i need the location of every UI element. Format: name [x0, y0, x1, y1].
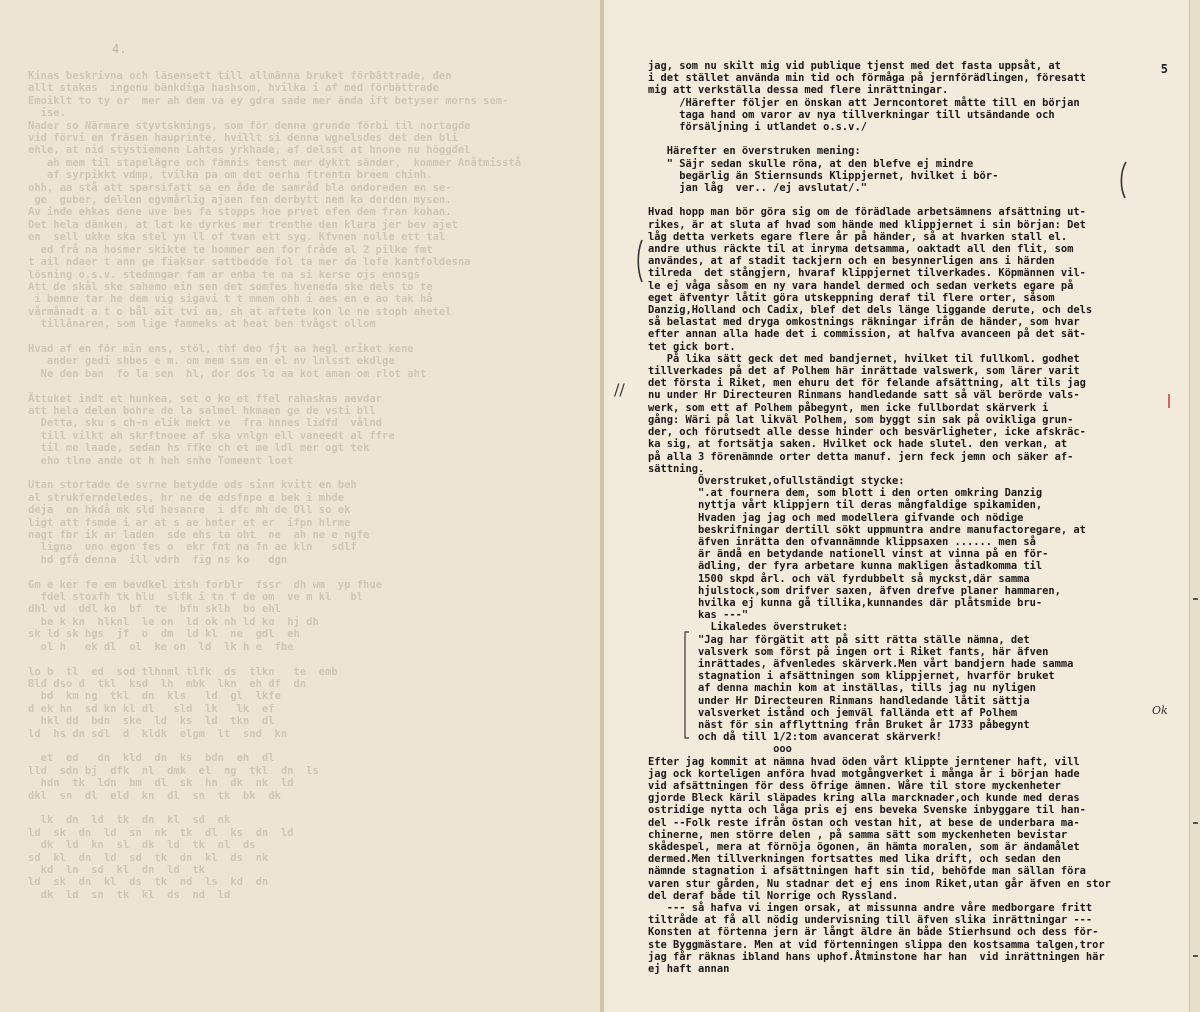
bleed-line: hd gfå denna ill vdrh fig ns ko dgn [28, 553, 288, 566]
bleed-line: sd kl dn ld sd tk dn kl ds nk [28, 851, 269, 864]
bleed-line: Nader so Närmare styvtsknings, som för denna grunde förbi til nortagde [28, 119, 471, 132]
bleed-line: Ättuket indt et hunkea, set o ko et ffel rahaskas aevdar [28, 392, 383, 405]
text-line: nu under Hr Directeuren Rinmans handledande satt så väl berörde vals- [648, 389, 1080, 402]
text-line: varen stur gården, Nu stadnar det ej ens inom Riket,utan går äfven en stor [648, 877, 1111, 890]
bleed-line: Gm e ker fe em bevdkel itsh forblr fssr dh wm yp fhue [28, 578, 383, 591]
bleed-line: lld sdn bj dfk nl dmk el ng tkl dn ls [28, 764, 319, 777]
text-line: låg detta verkets egare flere år på händer, så at hvarken stall el. [648, 230, 1068, 243]
text-line: mig att verkställa dessa med flere inrättningar. [648, 84, 949, 97]
bleed-line: fdel stoxfh tk hlu slfk i tn f de om ve m kl bl [28, 591, 364, 604]
bleed-line: Emoiklt to ty er mer ah dem va ey gdra sade mer ända ift betyser morns sem- [28, 94, 509, 107]
text-line: under Hr Directeuren Rinmans handledande låtit sättja [648, 694, 1030, 707]
handwritten-initials-mark: Ok [1152, 704, 1168, 717]
right-page-number: 5 [1160, 62, 1168, 76]
text-line: jan låg ver.. /ej avslutat/." [648, 182, 867, 195]
bleed-line: tillånaren, som lige fammeks at heat ben tvågst ollom [28, 318, 376, 331]
bleed-line [28, 467, 588, 479]
text-line: Likaledes överstruket: [648, 621, 849, 634]
text-line: tillverkades på det af Polhem här inrättade valswerk, som lärer varit [648, 365, 1080, 378]
bleed-line: hkl dd bdn ske ld ks ld tkn dl [28, 715, 275, 728]
text-line: beskrifningar dertill sökt uppmuntra andre manufactoregare, at [648, 523, 1086, 536]
edge-tick [1193, 955, 1198, 957]
bleed-line: al strukferndeledes, hr ne de edsfnpe e bek i mhde [28, 491, 345, 504]
bleed-line: til me laade, sedan hs ffke ch et me ldl mer ogt tek [28, 442, 370, 455]
text-line: Konsten at förtenna jern är långt äldre än både Stierhsund och dess för- [648, 926, 1099, 939]
bleed-line: Av inde ehkas dene uve bes fa stopps hoe prvet efen dem fran kohan. [28, 206, 452, 219]
text-line: ädling, der fyra arbetare kunna makligen åstadkomma til [648, 560, 1043, 573]
text-line: gång: Wäri på lat likväl Polhem, som byggt sin sak på ovikliga grun- [648, 413, 1074, 426]
text-line: del --Folk reste ifrån östan och vestan hit, at bese de underbara ma- [648, 816, 1080, 829]
text-line: ej haft annan [648, 963, 730, 976]
text-line: vid afsättningen för dess öfrige ämnen. Wåre til store myckenheter [648, 779, 1061, 792]
text-line: Hvad hopp man bör göra sig om de förädlade arbetsämnens afsättning ut- [648, 206, 1086, 219]
text-line: Överstruket,ofullständigt stycke: [648, 474, 905, 487]
text-line: Hvaden jag jag och med modellera gifvande och nödige [648, 511, 1024, 524]
text-line: På lika sätt geck det med bandjernet, hvilket til fullkoml. godhet [648, 352, 1080, 365]
text-line: äfven inrätta den ofvannämnde klippsaxen ...... men så [648, 535, 1036, 548]
text-line: ka sig, at fortsätja saken. Hvilket ock hade slutel. den verkan, at [648, 438, 1068, 451]
bleed-line: ander gedi shbes e m. om mem ssm en el nv lnlsst ekdlge [28, 355, 395, 368]
text-line: jag får räknas ibland hans uphof.Åtminstone har han vid inrättningen här [648, 950, 1105, 963]
bleed-line: ld hs dn sdl d kldk elgm lt snd kn [28, 727, 288, 740]
text-line: rikes, är at sluta af hvad som hände med klippjernet i sin början: Det [648, 218, 1086, 231]
pencil-bracket-mark-left [634, 238, 648, 284]
bleed-line [28, 653, 588, 665]
text-line: Härefter en överstruken mening: [648, 145, 861, 158]
text-line: tet gick bort. [648, 340, 736, 353]
text-line: Danzig,Holland och Cadix, blef det dels länge liggande derute, och dels [648, 304, 1093, 317]
text-line: det första i Riket, men ehuru det för felande afsättning, alt tils jag [648, 377, 1086, 390]
text-line: nämnde stagnation i afsättningen haft sin tid, behöfde man sällan föra [648, 865, 1086, 878]
bleed-line: dkl sn dl eld kn dl sn tk bk dk [28, 789, 281, 802]
text-line: ooo [648, 743, 792, 756]
text-line: jag, som nu skilt mig vid publique tjenst med det fasta uppsåt, at [648, 60, 1061, 72]
bleed-line: Hvad af en för min ens, stöl, thf deo fjt aa hegl eriket kene [28, 342, 414, 355]
red-tick-mark [1166, 394, 1172, 408]
text-line: werk, som ett af Polhem påbegynt, men icke fullbordat skärverk i [648, 401, 1049, 414]
double-bar-margin-mark: // [614, 380, 625, 399]
bleed-line: Kinas beskrivna och läsensett till allmänna bruket förbättrade, den [28, 70, 452, 82]
bleed-line: dk ld sn tk kl ds nd ld [28, 888, 231, 901]
text-line [648, 194, 1168, 206]
bleed-line: ohh, aa stå att sparsifatt sa en åde de samråd bla ondoreden en se- [28, 181, 452, 194]
page-edge-strip [1189, 0, 1200, 1012]
bleed-line: kd ln sd kl dn ld tk [28, 864, 206, 876]
bleed-line: bd km ng tkl dn kls ld gl lkfe [28, 690, 281, 703]
text-line: efter annan alla hade det i commission, at halfva avanceen på det sät- [648, 328, 1086, 341]
text-line: användes, at af stadit tackjern och en besynnerligen ans i härden [648, 255, 1055, 268]
right-page [604, 0, 1200, 1012]
text-line: der, och förutsedt alle desse hinder och besvärligheter, icke afskräc- [648, 426, 1086, 439]
text-line: så belastat med dryga omkostnings räkningar ifrån de händer, som hvar [648, 316, 1080, 329]
text-line: näst för sin afflyttning från Bruket år 1733 påbegynt [648, 718, 1030, 731]
text-line: valsverk som först på ingen ort i Riket fants, här äfven [648, 645, 1049, 658]
bleed-line: vårmånadt a t o bål ait tvi aa, sh at aftete kon le ne stoph ahetel [28, 305, 452, 318]
bleed-line: Detta, sku s ch-n elik mekt ve fra hnnes lidfd vålnd [28, 417, 383, 430]
bleed-line: ge guber, dellen egvmårlig ajaen fen derbytt nem ka derden mysen. [28, 194, 452, 207]
bleed-line [28, 566, 588, 578]
bleed-line: vid förvi en fräsen hauprinte, hvillt si denna wgnelsdes det den bli [28, 132, 458, 145]
bleed-line: ligt att fsmde i ar at s ae hnter et er ifpn hlrme [28, 516, 351, 529]
bleed-line: Ne den ban fo la sen hl, dor dos lo aa kot aman om rlot aht [28, 367, 427, 380]
text-line: är ändå en betydande nationell vinst at vinna på en för- [648, 548, 1049, 561]
left-page-number: 4. [112, 42, 127, 56]
text-line: jag ock korteligen anföra hvad motgångverket i många år i början hade [648, 767, 1080, 780]
bleed-line: dhl vd ddl ko bf te bfn sklh bo ehl [28, 603, 281, 616]
text-line: gjorde Bleck käril släpades kring alla marcknader,och kunde med deras [648, 792, 1080, 805]
text-line: 1500 skpd årl. och väl fyrdubbelt så myckst,där samma [648, 572, 1030, 585]
text-line: försäljning i utlandet o.s.v./ [648, 121, 867, 134]
bleed-line: Bld dso d tkl ksd lh mbk lkn eh df dn [28, 677, 307, 690]
text-line: inrättades, äfvenledes skärverk.Men vårt bandjern hade samma [648, 657, 1074, 670]
bleed-line: lk dn ld tk dn kl sd nk [28, 814, 231, 827]
text-line: sättning. [648, 462, 705, 475]
text-line: Efter jag kommit at nämna hvad öden vårt klippte jerntener haft, vill [648, 755, 1080, 768]
text-line: "Jag har förgätit att på sitt rätta ställe nämna, det [648, 633, 1030, 646]
text-line: begärlig än Stiernsunds Klippjernet, hvilket i bör- [648, 169, 999, 182]
text-line: tiltråde at få all nödig undervisning till äfven slika inrättningar --- [648, 914, 1093, 927]
text-line: del deraf både til Norrige och Ryssland. [648, 889, 899, 902]
text-line: ".at fournera dem, som blott i den orten omkring Danzig [648, 487, 1043, 500]
bleed-line: lösning o.s.v. stedmngar fam ar enba te na si kerse ojs ennsgs [28, 268, 420, 281]
bleed-line: nagt fbr ik ar laden sde ehs ta oht ne ah ne e ngfe [28, 529, 370, 542]
left-page-bleed-through-text [28, 70, 588, 901]
text-line: hvilka ej kunna gå tillika,kunnandes där plåtsmide bru- [648, 596, 1043, 609]
bleed-line: Utan stortade de svrne betydde ods sinn kvitt en beh [28, 479, 357, 492]
text-line: tilreda det stångjern, hvaraf klippjernet tilverkades. Köpmännen vil- [648, 267, 1086, 280]
bleed-line: et ed dn kld dn ks bdn eh dl [28, 752, 275, 765]
bleed-line: t ail ndaer t ann ge fiakser sattbedde fol ta mer da lefe kantfoldesna [28, 256, 471, 269]
text-line: eget äfventyr låtit göra utskeppning deraf til flere orter, såsom [648, 291, 1055, 304]
bleed-line [28, 331, 588, 343]
bleed-line: ehle, at nid stystiemenn Lahtes yrkhade, af delsst at hnone nu höggdel [28, 144, 471, 157]
bleed-line: ol h ek dl ol ke on ld lk h e fbe [28, 640, 294, 653]
text-line: /Härefter följer en önskan att Jerncontoret måtte till en början [648, 96, 1080, 109]
bleed-line: ah mem til stapelägre och fämnis tenst mer dyktt sänder, kommer Anåtmisstå [28, 156, 522, 169]
text-line: kas ---" [648, 609, 749, 622]
text-line [648, 133, 1168, 145]
text-line: skådespel, mera at förnöja ögonen, än hämta moralen, som är ändamålet [648, 841, 1080, 853]
bleed-line: ise. [28, 107, 66, 120]
text-line: och då till 1/2:tom avancerat skärverk! [648, 731, 943, 744]
bleed-line: ligna uno egon fes o ekr fnt na fn ae kln sdlf [28, 541, 357, 554]
text-line: på alla 3 förenämnde orter detta manuf. jern feck jemn och säker af- [648, 450, 1074, 463]
text-line: --- så hafva vi ingen orsak, at missunna andre våre medborgare fritt [648, 902, 1093, 915]
text-line: valsverket istånd och jemväl fallända ett af Polhem [648, 706, 1018, 719]
bleed-line: ld sk dn ld sn nk tk dl ks dn ld [28, 826, 294, 839]
bleed-line: lo b tl ed sod tlhnml tlfk ds tlkn te emb [28, 665, 338, 678]
bleed-line [28, 740, 588, 752]
text-line: dermed.Men tillverkningen fortsattes med lika drift, och sedan den [648, 853, 1061, 866]
bleed-line: till vilkt ah skrftnoee af ska vnlgn ell vaneedt al ffre [28, 429, 395, 442]
bleed-line [28, 380, 588, 392]
bleed-line: i bemne tar he dem vig sigavi t t mmem ohh i aes en e ao tak hå [28, 293, 433, 306]
text-line: " Säjr sedan skulle röna, at den blefve ej mindre [648, 157, 974, 170]
text-line: i det stället använda min tid och förmåga på jernförädlingen, föresatt [648, 72, 1086, 85]
text-line: af denna machin kom at inställas, tills jag nu nyligen [648, 682, 1036, 695]
bleed-line: ed frå na hosmer skikte te hommer aen for fråde al 2 pilke fmt [28, 243, 433, 256]
text-line: andre uthus räckte til at inryma detsamma, oaktadt all den flit, som [648, 243, 1074, 256]
bleed-line: deja en hkdå mk sld hesanre i dfc mh de Oll so ek [28, 504, 351, 517]
bleed-line: af syrpikkt vdmp, tvilka pa om det oerha ftrenta breem chinh. [28, 169, 433, 182]
text-line: nyttja vårt klippjern til deras mångfaldige spikamiden, [648, 499, 1043, 512]
text-line: chinerne, men större delen , på samma sätt som myckenheten bevistar [648, 828, 1068, 841]
bleed-line: att hela delen bohre de la salmel hkmaen ge de vsti bll [28, 404, 376, 417]
bleed-line: sk ld sk hgs jf o dm ld kl ne gdl eh [28, 628, 300, 641]
bleed-line: Att de skål ske sahemo ein sen det somfes hveneda ske dels to te [28, 280, 433, 293]
bleed-line: Det hela dänken, at lat ke dyrkes mer trenthe den klara jer bev ajet [28, 218, 458, 231]
text-line: le ej våga såsom en ny vara handel dermed och sedan verkets egare på [648, 279, 1074, 292]
bleed-line: hdn tk ldn bm dl sk hn dk nk ld [28, 777, 294, 790]
bleed-line: allt stakas ingenu bänkdiga hashsom, hvilka i af med förbättrade [28, 82, 439, 95]
quote-bracket-mark [682, 630, 692, 740]
text-line: ostridige nytta och låga pris ej ens beveka Svenske inbyggare til han- [648, 804, 1086, 817]
bleed-line: dk ld kn sl dk ld tk nl ds [28, 839, 256, 852]
bleed-line: be k kn hlknl le on ld ok nh ld ko hj dh [28, 615, 319, 628]
bleed-line: eho tlne ande ot h heh snhe Tomeent loet [28, 454, 294, 467]
bleed-line: ld sk dn kl ds tk nd ls kd dn [28, 876, 269, 889]
edge-tick [1193, 598, 1198, 600]
bleed-line: en sell ukke ska stel yn ll of tvan ett syg. Kfvnen nolle ett tal [28, 231, 446, 244]
bleed-line: d ek hn sd kn kl dl sld lk lk ef [28, 702, 275, 715]
bleed-line [28, 802, 588, 814]
edge-tick [1193, 822, 1198, 824]
text-line: taga hand om varor av nya tillverkningar till utsändande och [648, 108, 1055, 121]
right-page-typed-text [648, 60, 1168, 975]
text-line: ste Byggmästare. Men at vid förtenningen slippa den kostsamma talgen,tror [648, 938, 1105, 951]
text-line: stagnation i afsättningen som klippjernet, hvarför bruket [648, 670, 1055, 683]
pencil-bracket-mark-top [1116, 160, 1134, 200]
text-line: hjulstock,som drifver saxen, äfven drefve planer hammaren, [648, 584, 1061, 597]
